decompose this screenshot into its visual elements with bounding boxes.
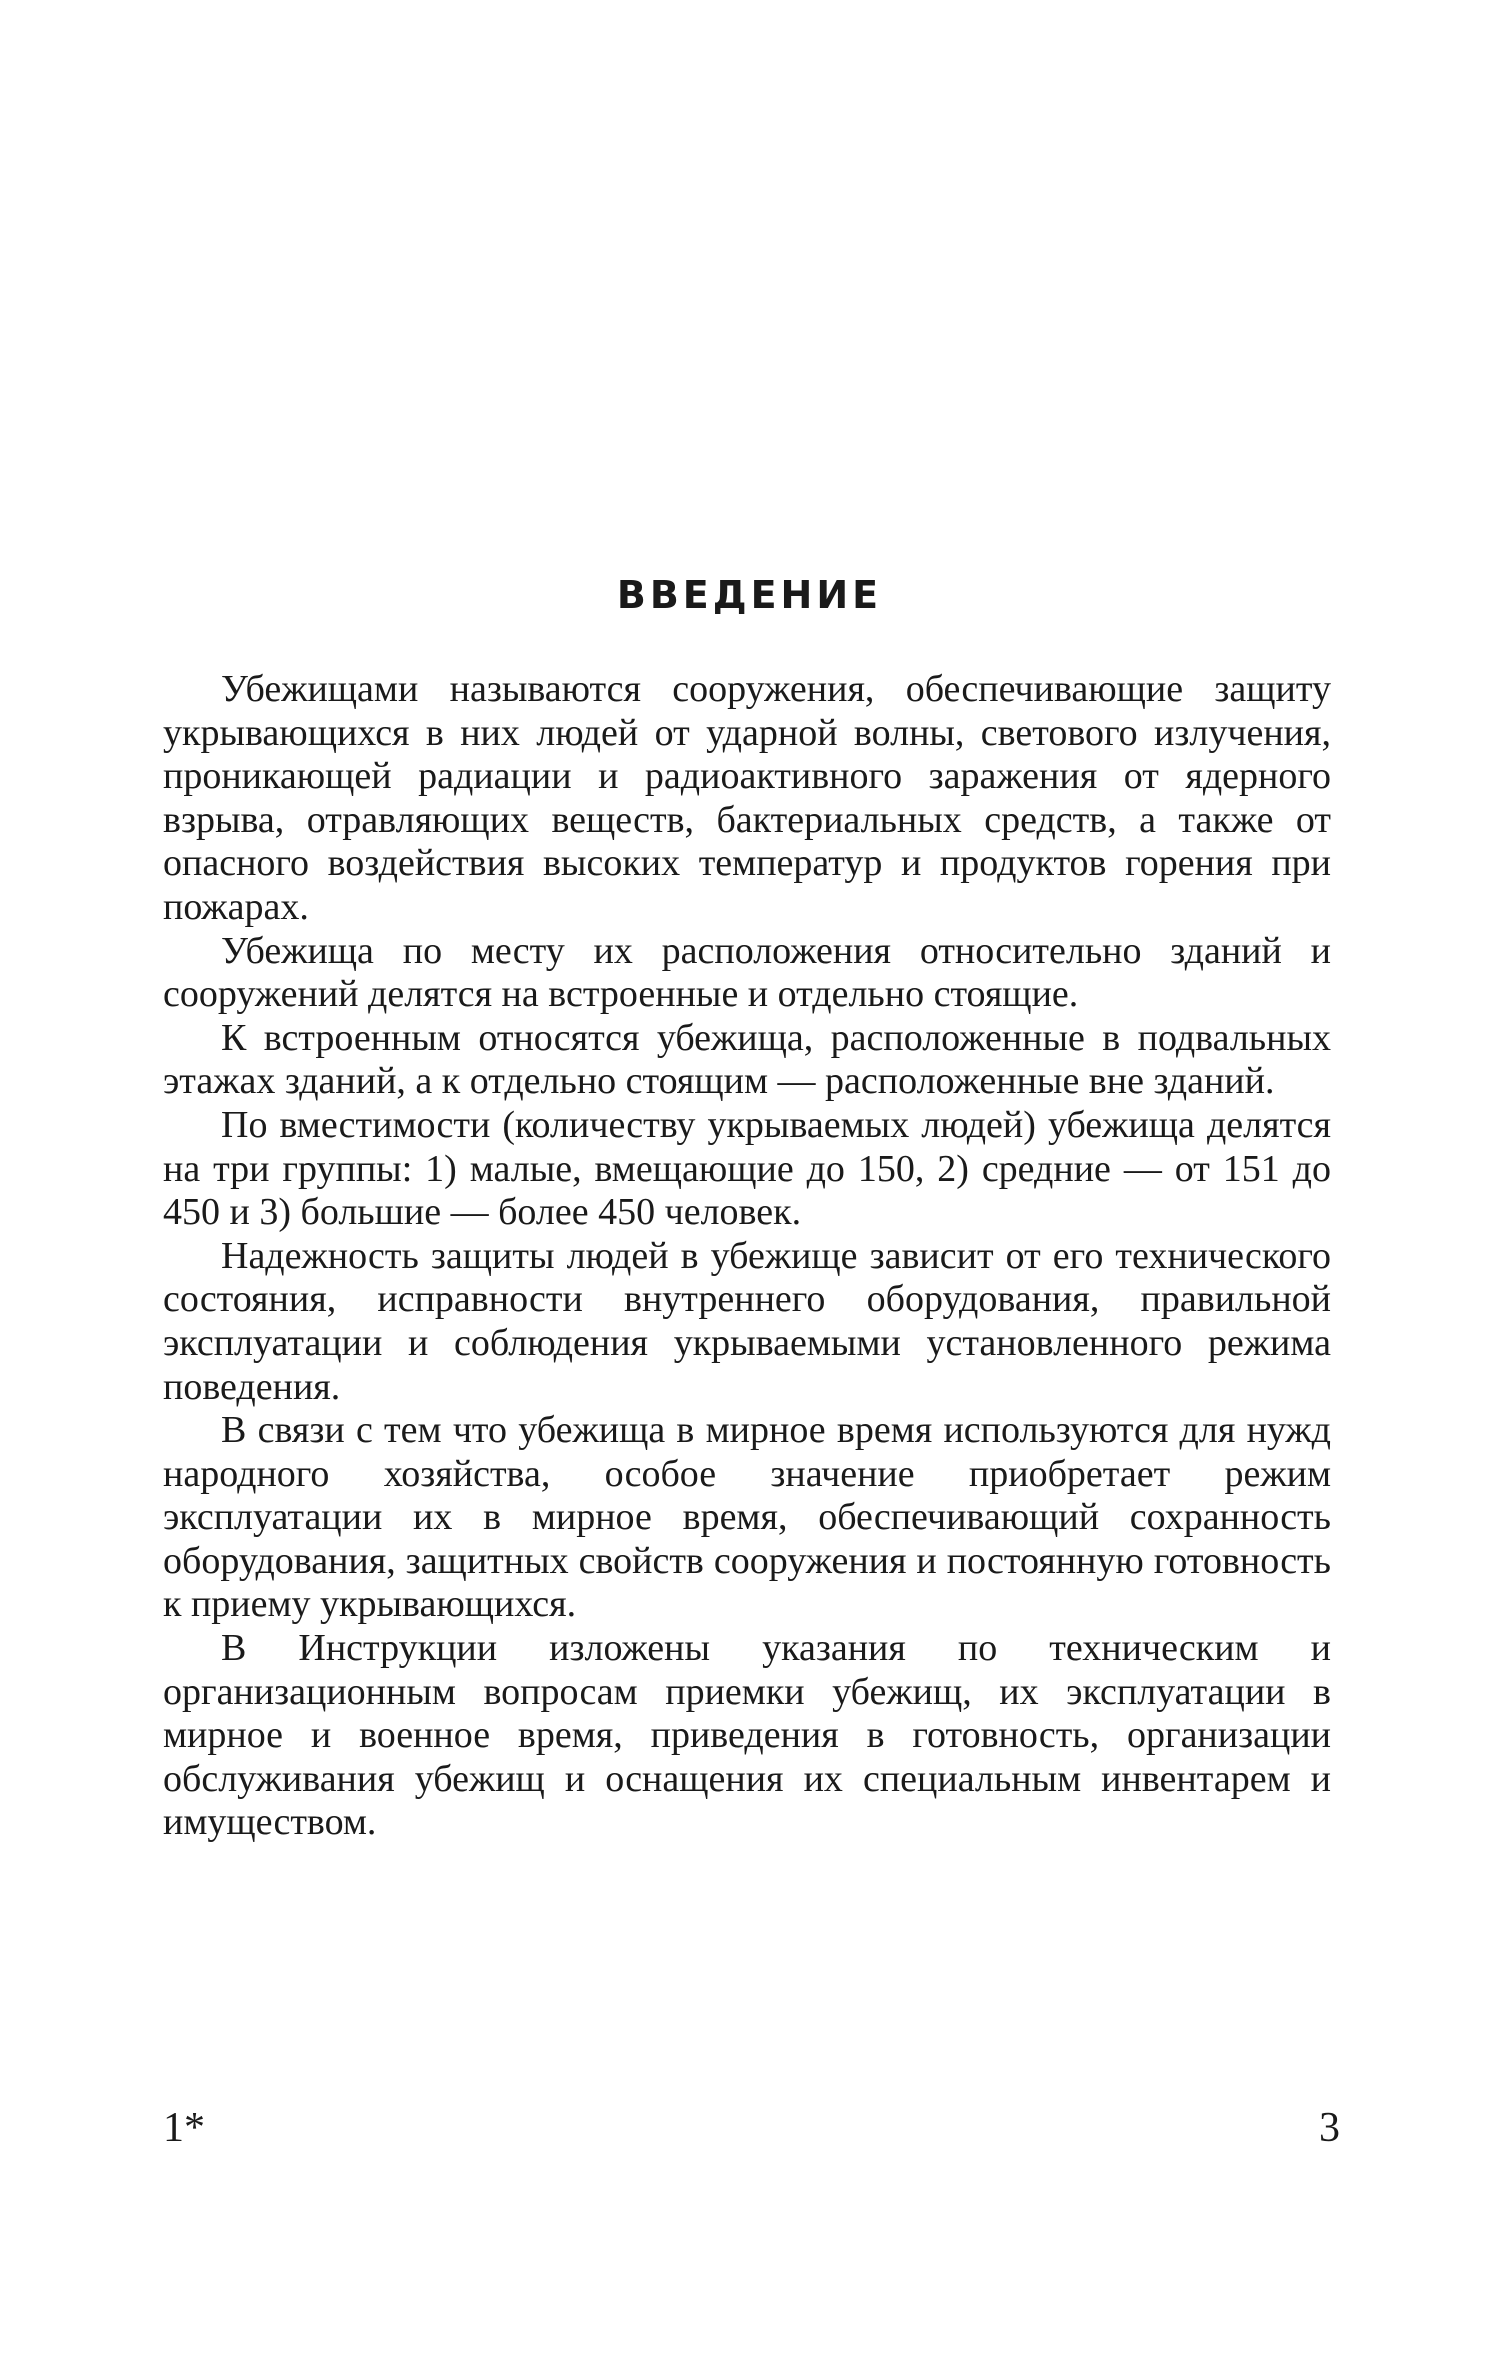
- paragraph-capacity-groups: По вместимости (количеству укрываемых людей) убежища делятся на три группы: 1) малые, вмещающие до 150, 2) средние — от 151 до 450 и 3) большие — более 450 человек.: [163, 1103, 1331, 1234]
- paragraph-location-types: Убежища по месту их расположения относительно зданий и сооружений делятся на встроенные и отдельно стоящие.: [163, 929, 1331, 1016]
- paragraph-definition: Убежищами называются сооружения, обеспечивающие защиту укрывающихся в них людей от ударной волны, светового излучения, проникающей радиации и радиоактивного заражения от ядерного взрыва, отравляющих веществ, бактериальных средств, а также от опасного воздействия высоких температур и продуктов горения при пожарах.: [163, 668, 1331, 928]
- paragraph-instruction-scope: В Инструкции изложены указания по техническим и организационным вопросам приемки убежищ, их эксплуатации в мирное и военное время, приведения в готовность, организации обслуживания убежищ и оснащения их специальным инвентарем и имуществом.: [163, 1627, 1331, 1844]
- paragraph-built-in: К встроенным относятся убежища, расположенные в подвальных этажах зданий, а к отдельно стоящим — расположенные вне зданий.: [163, 1016, 1331, 1103]
- paragraph-peacetime-use: В связи с тем что убежища в мирное время используются для нужд народного хозяйства, особое значение приобретает режим эксплуатации их в мирное время, обеспечивающий сохранность оборудования, защитных свойств сооружения и постоянную готовность к приему укрывающихся.: [163, 1409, 1331, 1626]
- page-number: 3: [1319, 2105, 1340, 2151]
- section-heading: ВВЕДЕНИЕ: [616, 573, 883, 617]
- body-text: [163, 668, 1331, 1845]
- paragraph-reliability: Надежность защиты людей в убежище зависит от его технического состояния, исправности внутреннего оборудования, правильной эксплуатации и соблюдения укрываемыми установленного режима поведения.: [163, 1234, 1331, 1408]
- signature-mark: 1*: [163, 2105, 205, 2151]
